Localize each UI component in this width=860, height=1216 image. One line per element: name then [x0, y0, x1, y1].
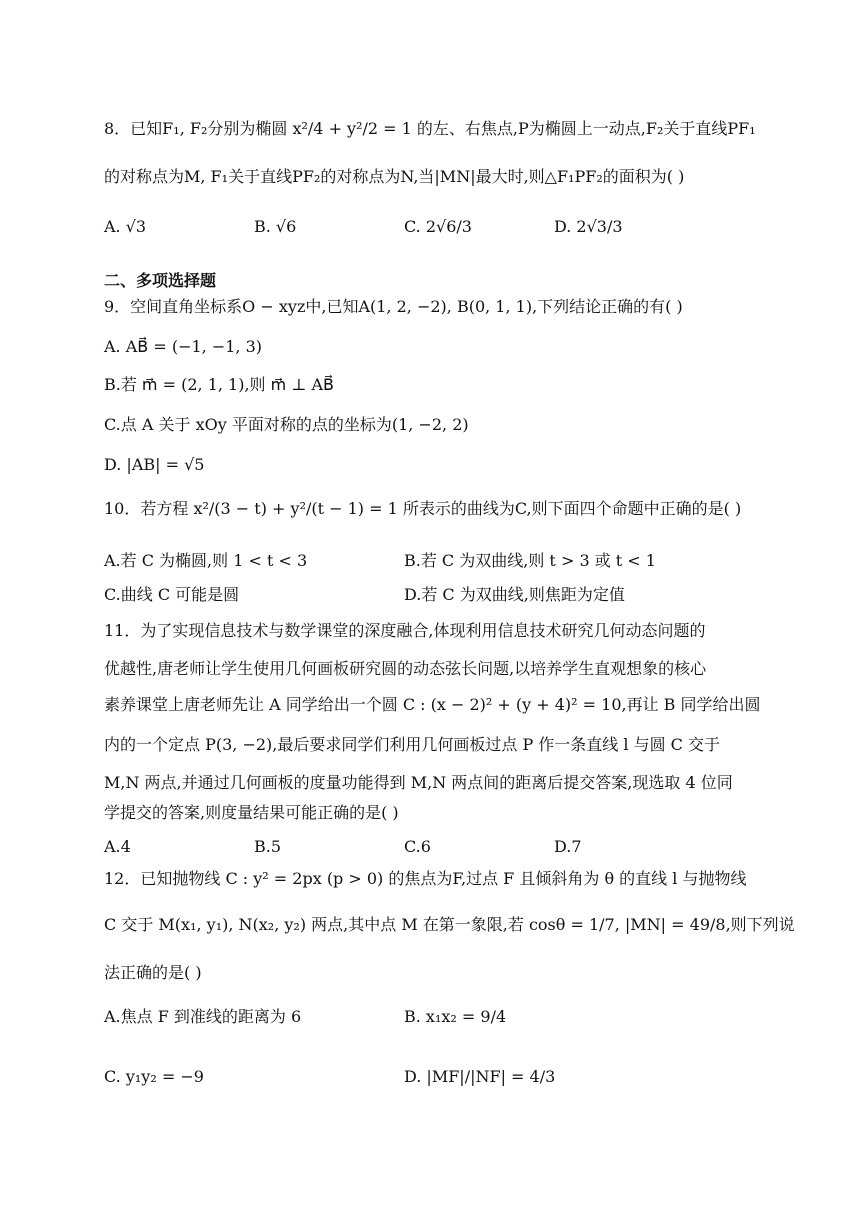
- q10-option-c: C.曲线 C 可能是圆: [104, 585, 240, 604]
- q12-option-c: C. y₁y₂ = −9: [104, 1067, 204, 1086]
- q10-option-b: B.若 C 为双曲线,则 t > 3 或 t < 1: [404, 551, 656, 570]
- q8-stem-line1: 8．已知F₁, F₂分别为椭圆 x²/4 + y²/2 = 1 的左、右焦点,P为椭圆上一动点,F₂关于直线PF₁: [104, 119, 756, 138]
- q10-option-a: A.若 C 为椭圆,则 1 < t < 3: [104, 551, 308, 570]
- section-heading: 二、多项选择题: [104, 271, 217, 290]
- q8-option-d: D. 2√3/3: [554, 217, 623, 236]
- q12-option-a: A.焦点 F 到准线的距离为 6: [104, 1007, 302, 1026]
- q11-line6: 学提交的答案,则度量结果可能正确的是( ): [104, 803, 399, 822]
- q11-line4: 内的一个定点 P(3, −2),最后要求同学们利用几何画板过点 P 作一条直线 l 与圆 C 交于: [104, 735, 721, 754]
- q11-option-d: D.7: [554, 837, 582, 856]
- q12-line2: C 交于 M(x₁, y₁), N(x₂, y₂) 两点,其中点 M 在第一象限,若 cosθ = 1/7, |MN| = 49/8,则下列说: [104, 915, 795, 934]
- q9-option-c: C.点 A 关于 xOy 平面对称的点的坐标为(1, −2, 2): [104, 415, 469, 434]
- q11-line1: 11．为了实现信息技术与数学课堂的深度融合,体现利用信息技术研究几何动态问题的: [104, 621, 706, 640]
- q11-option-a: A.4: [104, 837, 131, 856]
- q12-line1: 12．已知抛物线 C : y² = 2px (p > 0) 的焦点为F,过点 F 且倾斜角为 θ 的直线 l 与抛物线: [104, 869, 747, 888]
- q11-line3: 素养课堂上唐老师先让 A 同学给出一个圆 C : (x − 2)² + (y + 4)² = 10,再让 B 同学给出圆: [104, 695, 761, 714]
- q9-option-b: B.若 m⃗ = (2, 1, 1),则 m⃗ ⊥ AB⃗: [104, 375, 334, 394]
- q12-option-b: B. x₁x₂ = 9/4: [404, 1007, 507, 1026]
- q10-option-d: D.若 C 为双曲线,则焦距为定值: [404, 585, 625, 604]
- q8-stem-line2: 的对称点为M, F₁关于直线PF₂的对称点为N,当|MN|最大时,则△F₁PF₂的面积为( ): [104, 167, 685, 186]
- q9-option-d: D. |AB| = √5: [104, 455, 205, 474]
- q8-option-b: B. √6: [254, 217, 297, 236]
- q11-option-b: B.5: [254, 837, 282, 856]
- q9-stem: 9．空间直角坐标系O − xyz中,已知A(1, 2, −2), B(0, 1, 1),下列结论正确的有( ): [104, 297, 683, 316]
- q8-option-c: C. 2√6/3: [404, 217, 472, 236]
- q8-option-a: A. √3: [104, 217, 147, 236]
- q11-line5: M,N 两点,并通过几何画板的度量功能得到 M,N 两点间的距离后提交答案,现选取 4 位同: [104, 773, 733, 792]
- q10-stem: 10．若方程 x²/(3 − t) + y²/(t − 1) = 1 所表示的曲线为C,则下面四个命题中正确的是( ): [104, 499, 742, 518]
- q9-option-a: A. AB⃗ = (−1, −1, 3): [104, 337, 263, 356]
- q11-option-c: C.6: [404, 837, 431, 856]
- q11-line2: 优越性,唐老师让学生使用几何画板研究圆的动态弦长问题,以培养学生直观想象的核心: [104, 659, 707, 678]
- q12-line3: 法正确的是( ): [104, 963, 202, 982]
- q12-option-d: D. |MF|/|NF| = 4/3: [404, 1067, 556, 1086]
